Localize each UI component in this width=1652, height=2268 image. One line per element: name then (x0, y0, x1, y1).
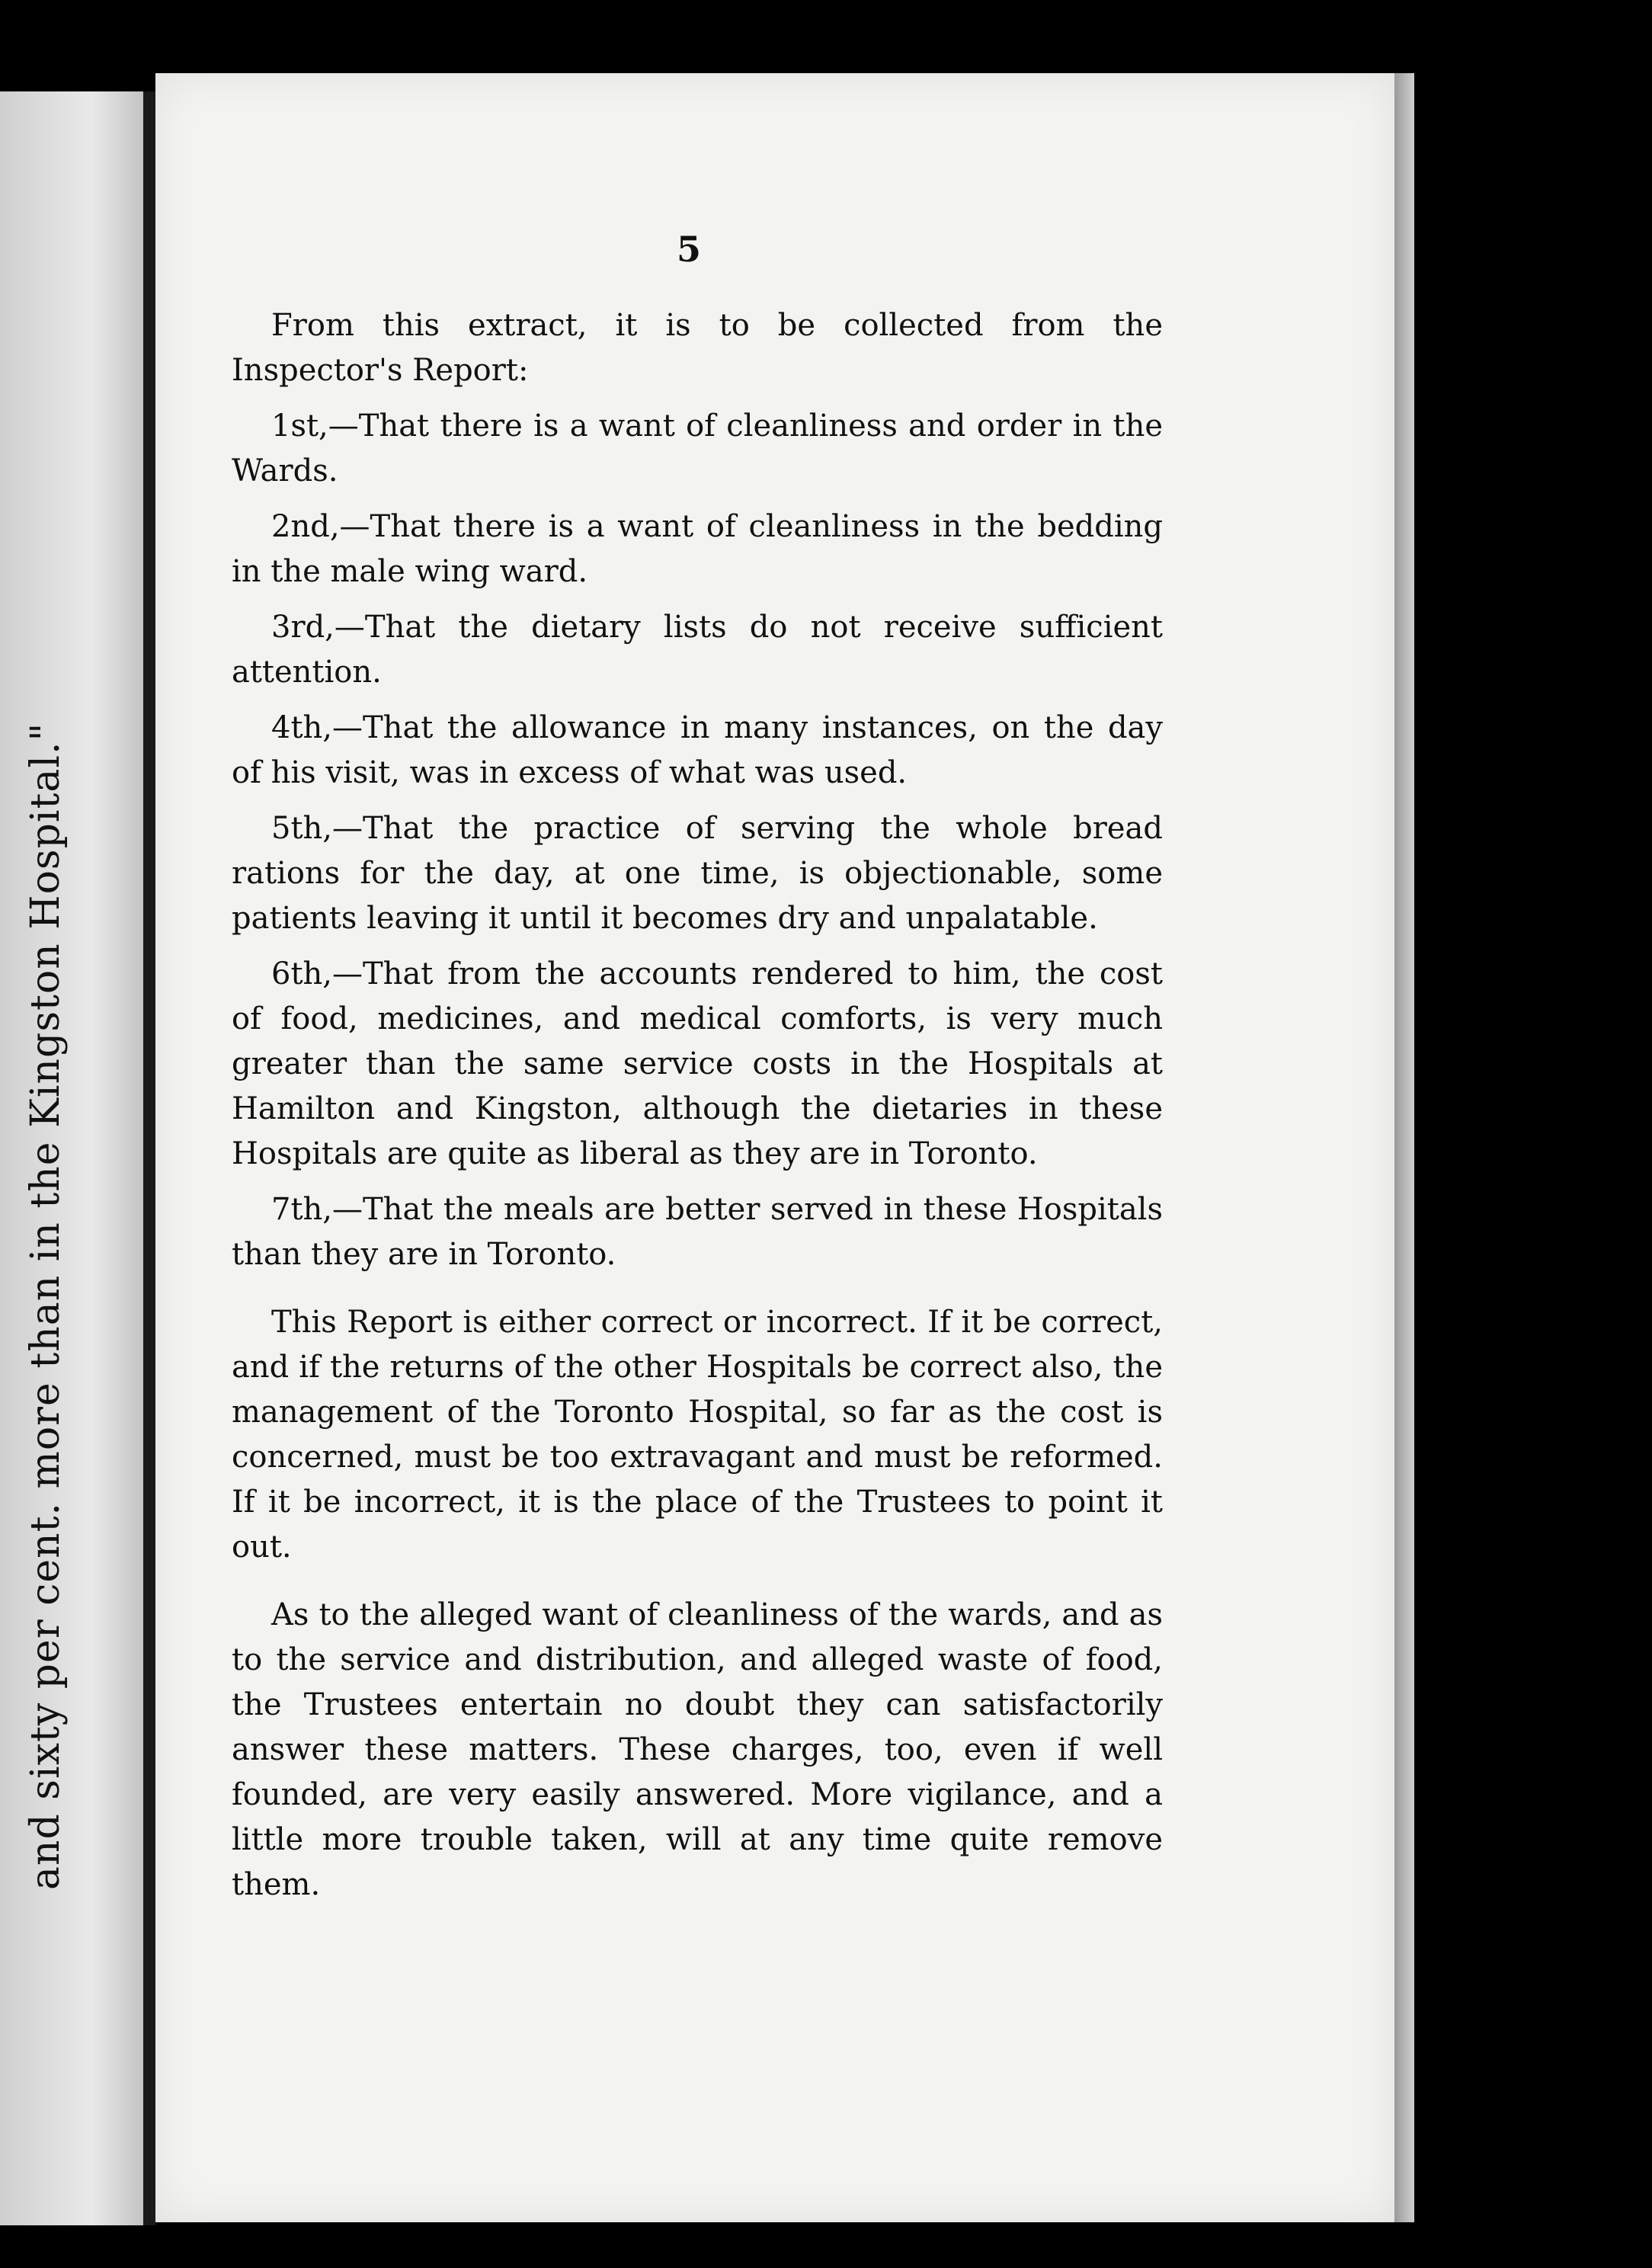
page-edge (1394, 73, 1414, 2222)
facing-page-text: and sixty per cent. more than in the Kingston Hospital." (23, 722, 69, 1890)
paragraph-item-4: 4th,—That the allowance in many instances, on the day of his visit, was in excess of what was used. (232, 710, 1163, 790)
paragraph-item-5: 5th,—That the practice of serving the whole bread rations for the day, at one time, is objectionable, some patients leaving it until it becomes dry and unpalatable. (232, 811, 1163, 936)
paragraph-item-2: 2nd,—That there is a want of cleanliness in the bedding in the male wing ward. (232, 509, 1163, 589)
paragraph-item-6: 6th,—That from the accounts rendered to him, the cost of food, medicines, and medical comforts, is very much greater than the same service costs in the Hospitals at Hamilton and Kingston, although the dietaries in these Hospitals are quite as liberal as they are in Toronto. (232, 956, 1163, 1171)
page-body (232, 303, 1163, 1918)
paragraph-item-3: 3rd,—That the dietary lists do not receive sufficient attention. (232, 610, 1163, 690)
page-number: 5 (677, 229, 702, 270)
paragraph-item-7: 7th,—That the meals are better served in these Hospitals than they are in Toronto. (232, 1192, 1163, 1272)
paragraph-intro: From this extract, it is to be collected from the Inspector's Report: (232, 308, 1163, 388)
binding-edge (143, 91, 155, 2225)
paragraph-conclusion: As to the alleged want of cleanliness of the wards, and as to the service and distribution, and alleged waste of food, the Trustees entertain no doubt they can satisfactorily answer these matters. These charges, too, even if well founded, are very easily answered. More vigilance, and a little more trouble taken, will at any time quite remove them. (232, 1597, 1163, 1902)
paragraph-report: This Report is either correct or incorrect. If it be correct, and if the returns of the other Hospitals be correct also, the management of the Toronto Hospital, so far as the cost is concerned, must be too extravagant and must be reformed. If it be incorrect, it is the place of the Trustees to point it out. (232, 1305, 1163, 1565)
paragraph-item-1: 1st,—That there is a want of cleanliness and order in the Wards. (232, 408, 1163, 489)
